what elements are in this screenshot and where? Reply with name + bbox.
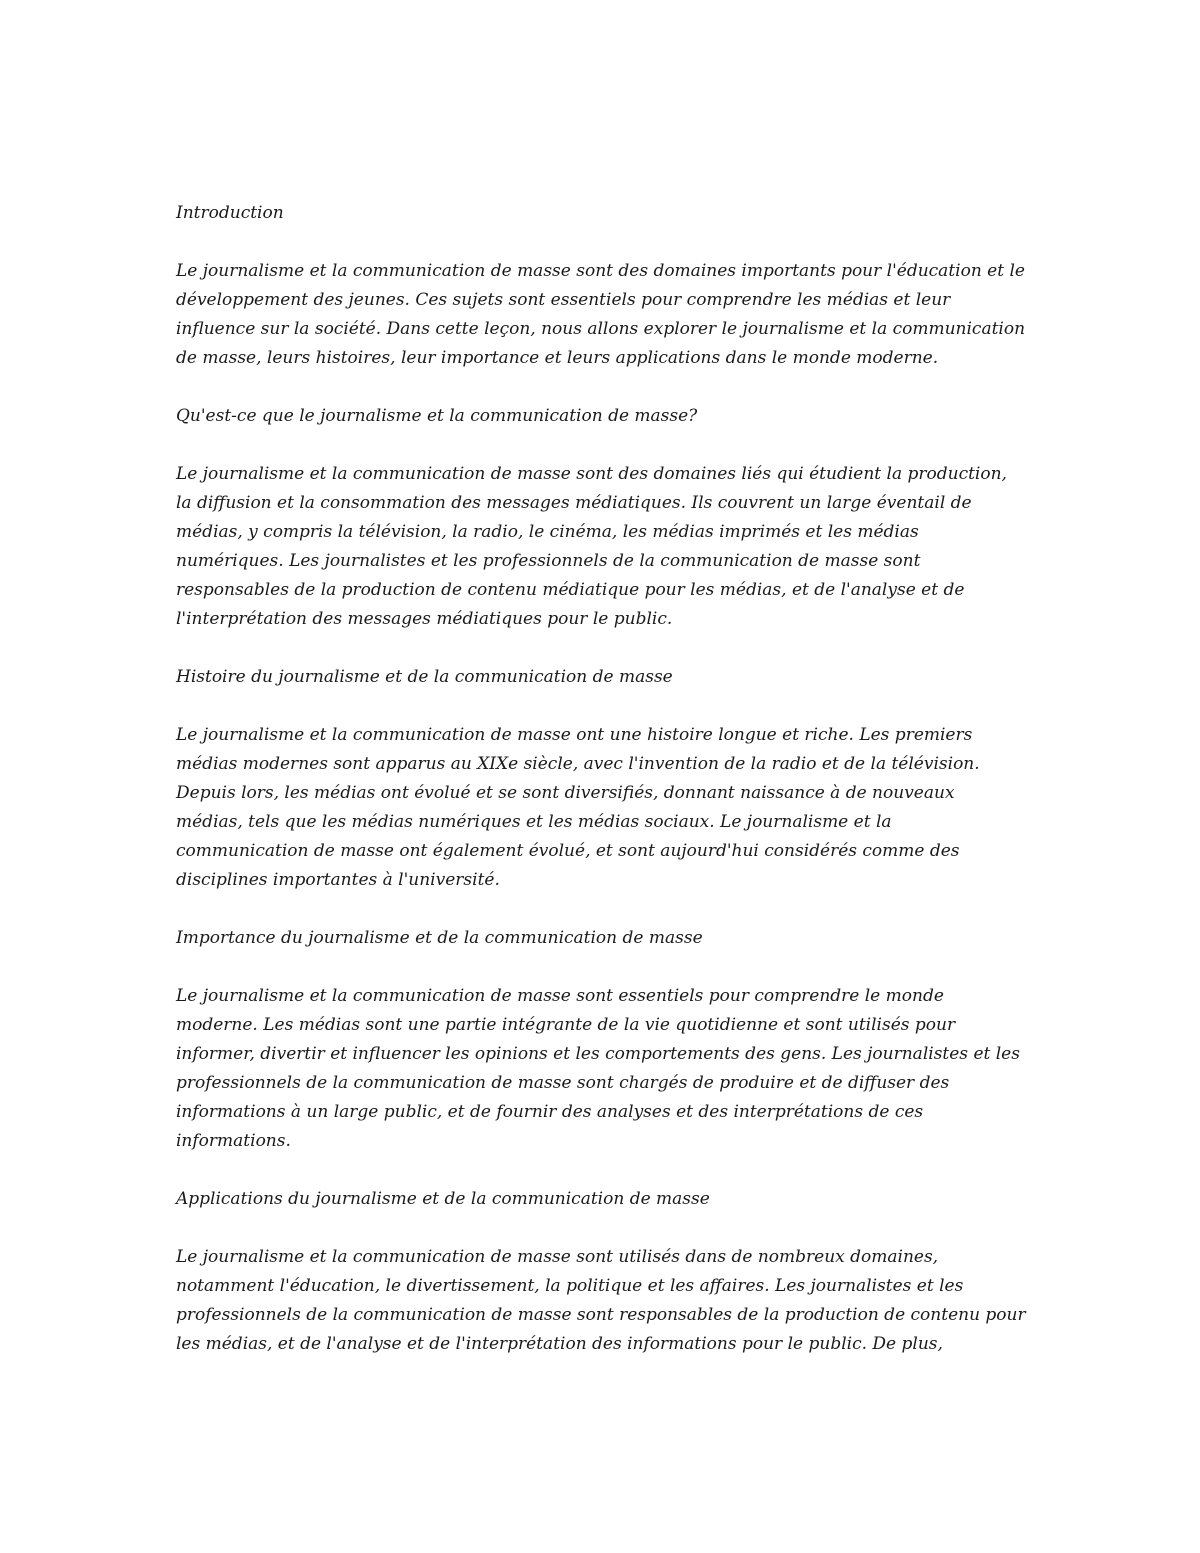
document-body (176, 199, 1026, 1388)
section-paragraph-importance: Le journalisme et la communication de masse sont essentiels pour comprendre le monde moderne. Les médias sont une partie intégrante de la vie quotidienne et sont utilisés pour informer, divertir et influencer les opinions et les comportements des gens. Les journalistes et les professionnels de la communication de masse sont chargés de produire et de diffuser des informations à un large public, et de fournir des analyses et des interprétations de ces informations. (176, 986, 1020, 1151)
section-heading-definition: Qu'est-ce que le journalisme et la communication de masse? (176, 406, 698, 426)
section-paragraph-applications: Le journalisme et la communication de masse sont utilisés dans de nombreux domaines, notamment l'éducation, le divertissement, la politique et les affaires. Les journalistes et les professionnels de la communication de masse sont responsables de la production de contenu pour les médias, et de l'analyse et de l'interprétation des informations pour le public. De plus, (176, 1247, 1026, 1354)
section-heading-applications: Applications du journalisme et de la communication de masse (176, 1189, 710, 1209)
section-heading-importance: Importance du journalisme et de la communication de masse (176, 928, 703, 948)
section-paragraph-definition: Le journalisme et la communication de masse sont des domaines liés qui étudient la production, la diffusion et la consommation des messages médiatiques. Ils couvrent un large éventail de médias, y compris la télévision, la radio, le cinéma, les médias imprimés et les médias numériques. Les journalistes et les professionnels de la communication de masse sont responsables de la production de contenu médiatique pour les médias, et de l'analyse et de l'interprétation des messages médiatiques pour le public. (176, 464, 1007, 629)
section-paragraph-history: Le journalisme et la communication de masse ont une histoire longue et riche. Les premiers médias modernes sont apparus au XIXe siècle, avec l'invention de la radio et de la télévision. Depuis lors, les médias ont évolué et se sont diversifiés, donnant naissance à de nouveaux médias, tels que les médias numériques et les médias sociaux. Le journalisme et la communication de masse ont également évolué, et sont aujourd'hui considérés comme des disciplines importantes à l'université. (176, 725, 980, 890)
section-paragraph-introduction: Le journalisme et la communication de masse sont des domaines importants pour l'éducation et le développement des jeunes. Ces sujets sont essentiels pour comprendre les médias et leur influence sur la société. Dans cette leçon, nous allons explorer le journalisme et la communication de masse, leurs histoires, leur importance et leurs applications dans le monde moderne. (176, 261, 1026, 368)
section-heading-introduction: Introduction (176, 203, 284, 223)
section-heading-history: Histoire du journalisme et de la communication de masse (176, 667, 673, 687)
